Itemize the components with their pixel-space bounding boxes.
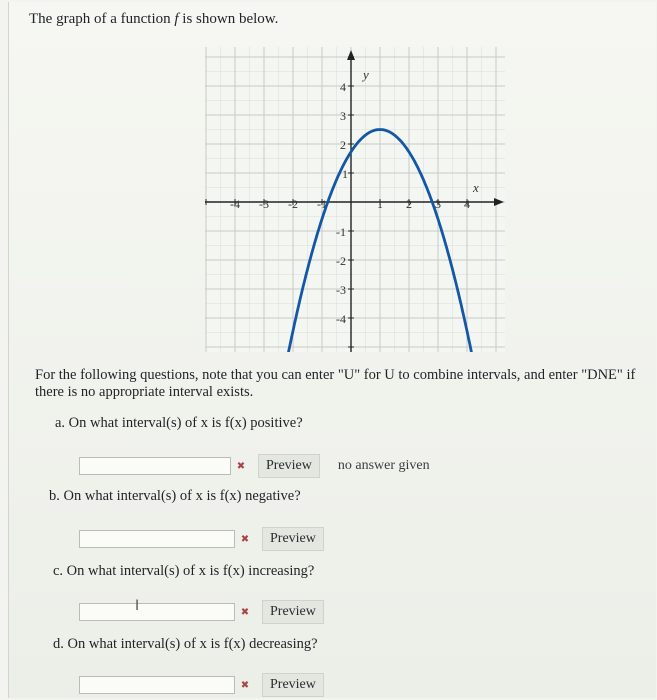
question-b-label: b. On what interval(s) of x is f(x) negative? bbox=[49, 488, 301, 504]
incorrect-icon: ✖ bbox=[240, 606, 250, 618]
y-tick-label: 4 bbox=[340, 80, 346, 94]
answer-a-input[interactable] bbox=[79, 457, 231, 475]
incorrect-icon: ✖ bbox=[240, 533, 250, 545]
y-tick-label: -3 bbox=[336, 283, 346, 297]
x-axis-label: x bbox=[473, 180, 479, 195]
incorrect-icon: ✖ bbox=[240, 679, 250, 691]
intro-text: The graph of a function bbox=[29, 11, 175, 27]
question-a-answer-row bbox=[79, 454, 430, 478]
y-tick-label: -2 bbox=[336, 254, 346, 268]
y-tick-label: 2 bbox=[340, 138, 346, 152]
preview-a-button[interactable]: Preview bbox=[258, 454, 320, 478]
instructions-text: For the following questions, note that you can enter "U" for U to combine intervals, and enter "DNE" if there is no appropriate interval exists. bbox=[35, 367, 636, 400]
x-tick-label: -2 bbox=[288, 197, 298, 211]
x-tick-label: 3 bbox=[435, 197, 441, 211]
answer-a-status: no answer given bbox=[337, 458, 430, 473]
problem-intro bbox=[29, 11, 278, 28]
y-tick-label: -1 bbox=[336, 225, 346, 239]
question-b-answer-row bbox=[79, 527, 324, 551]
x-tick-label: -3 bbox=[259, 197, 269, 211]
question-d-answer-row bbox=[79, 673, 324, 697]
x-tick-label: 2 bbox=[406, 197, 412, 211]
y-tick-label: -4 bbox=[336, 312, 346, 326]
answer-d-input[interactable] bbox=[79, 676, 235, 694]
x-tick-label: 4 bbox=[464, 197, 470, 211]
x-tick-label: 1 bbox=[377, 197, 383, 211]
intro-text-end: is shown below. bbox=[178, 11, 279, 27]
function-graph bbox=[205, 47, 505, 352]
y-tick-label: 3 bbox=[340, 109, 346, 123]
answer-b-input[interactable] bbox=[79, 530, 235, 548]
question-a-label: a. On what interval(s) of x is f(x) positive? bbox=[55, 415, 303, 431]
intro-function-name: f bbox=[174, 11, 179, 27]
y-axis-label: y bbox=[363, 67, 369, 82]
incorrect-icon: ✖ bbox=[236, 460, 246, 472]
preview-b-button[interactable]: Preview bbox=[262, 527, 324, 551]
x-tick-label: -4 bbox=[230, 197, 240, 211]
preview-d-button[interactable]: Preview bbox=[262, 673, 324, 697]
answer-c-input[interactable] bbox=[79, 598, 235, 621]
question-c-answer-row bbox=[79, 600, 324, 624]
graph-background bbox=[205, 47, 505, 352]
y-tick-label: 1 bbox=[342, 167, 348, 181]
preview-c-button[interactable]: Preview bbox=[262, 600, 324, 624]
question-d-label: d. On what interval(s) of x is f(x) decreasing? bbox=[53, 636, 318, 652]
page-panel bbox=[8, 2, 656, 698]
text-cursor-icon: I bbox=[135, 598, 140, 614]
x-tick-label: -1 bbox=[317, 197, 327, 211]
question-c-label: c. On what interval(s) of x is f(x) increasing? bbox=[53, 563, 315, 579]
